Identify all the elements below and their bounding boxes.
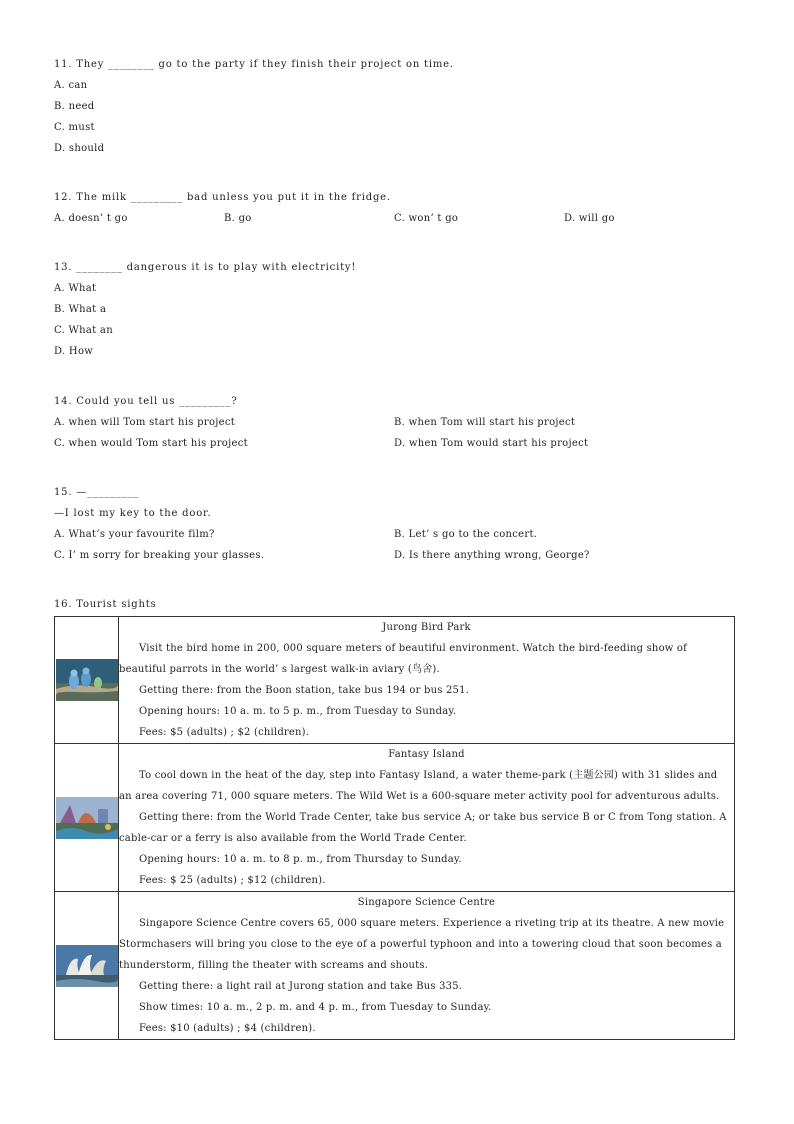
sight-description: To cool down in the heat of the day, step into Fantasy Island, a water theme-park (主题公园) with 31 slides and an area covering 71, 000 square meters. The Wild Wet is a 600-square meter activity pool for adventurous adults. [119,770,720,802]
q12-option-b: B. go [224,213,252,224]
q11-option-a: A. can [54,80,88,91]
sight-description: Singapore Science Centre covers 65, 000 square meters. Experience a riveting trip at its theatre. A new movie Stormchasers will bring you close to the eye of a powerful typhoon and into a towering cloud that soon becomes a thunderstorm, filling the theater with screams and shouts. [119,918,725,971]
q14-option-d: D. when Tom would start his project [394,438,589,449]
table-row [55,892,735,1040]
sight-title: Singapore Science Centre [357,897,496,908]
sight-text-cell [119,744,735,892]
table-row [55,744,735,892]
sight-title: Jurong Bird Park [382,622,471,633]
q12-option-a: A. doesn’ t go [54,213,128,224]
sight-hours: Show times: 10 a. m., 2 p. m. and 4 p. m., from Tuesday to Sunday. [139,1002,492,1013]
sight-hours: Opening hours: 10 a. m. to 8 p. m., from Thursday to Sunday. [139,854,462,865]
q15-dialogue-line: —I lost my key to the door. [54,508,212,519]
science-centre-photo-icon [56,945,118,987]
q15-option-c: C. I’ m sorry for breaking your glasses. [54,550,265,561]
q11-stem: 11. They ________ go to the party if they finish their project on time. [54,59,454,70]
q12-option-d: D. will go [564,213,615,224]
q13-option-a: A. What [54,283,97,294]
table-row [55,617,735,744]
sight-getting-there: Getting there: from the World Trade Center, take bus service A; or take bus service B or C from Tong station. A cable-car or a ferry is also available from the World Trade Center. [119,812,727,844]
q15-option-a: A. What’s your favourite film? [54,529,215,540]
q13-option-b: B. What a [54,304,107,315]
sight-description: Visit the bird home in 200, 000 square meters of beautiful environment. Watch the bird-feeding show of beautiful parrots in the world’ s largest walk-in aviary (鸟舍). [119,643,688,675]
q16-stem: 16. Tourist sights [54,599,157,610]
sight-text-cell [119,617,735,744]
sight-getting-there: Getting there: a light rail at Jurong station and take Bus 335. [139,981,463,992]
q15-stem: 15. —_________ [54,487,140,498]
q13-option-c: C. What an [54,325,113,336]
q11-option-b: B. need [54,101,95,112]
q15-option-d: D. Is there anything wrong, George? [394,550,590,561]
q14-option-a: A. when will Tom start his project [54,417,236,428]
q12-option-c: C. won’ t go [394,213,459,224]
sight-fees: Fees: $5 (adults) ; $2 (children). [139,727,310,738]
q13-option-d: D. How [54,346,94,357]
tourist-sights-table [54,616,735,1040]
water-park-photo-icon [56,797,118,839]
q14-option-c: C. when would Tom start his project [54,438,248,449]
q13-stem: 13. ________ dangerous it is to play with electricity! [54,262,357,273]
sight-getting-there: Getting there: from the Boon station, take bus 194 or bus 251. [139,685,470,696]
sight-image-cell [55,617,119,744]
sight-fees: Fees: $10 (adults) ; $4 (children). [139,1023,316,1034]
q14-option-b: B. when Tom will start his project [394,417,576,428]
q11-option-c: C. must [54,122,95,133]
sight-fees: Fees: $ 25 (adults) ; $12 (children). [139,875,326,886]
sight-image-cell [55,744,119,892]
sight-hours: Opening hours: 10 a. m. to 5 p. m., from Tuesday to Sunday. [139,706,457,717]
sight-image-cell [55,892,119,1040]
sight-text-cell [119,892,735,1040]
q12-stem: 12. The milk _________ bad unless you put it in the fridge. [54,192,391,203]
q14-stem: 14. Could you tell us _________? [54,396,238,407]
q11-option-d: D. should [54,143,105,154]
q15-option-b: B. Let’ s go to the concert. [394,529,538,540]
sight-title: Fantasy Island [388,749,465,760]
birds-photo-icon [56,659,118,701]
